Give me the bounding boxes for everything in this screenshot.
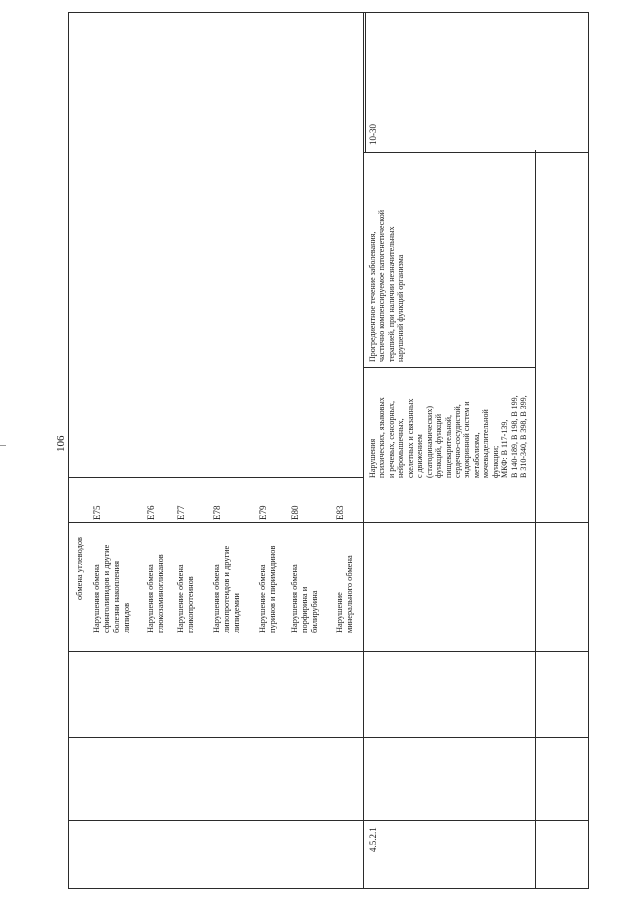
nosology-code-4: E78 xyxy=(212,505,222,520)
nosology-code-3: E77 xyxy=(176,505,186,520)
row-separator-col4 xyxy=(68,522,363,523)
row-separator-right-2 xyxy=(363,737,588,738)
table-border-top xyxy=(68,12,588,13)
row-separator-col1 xyxy=(68,820,363,821)
page-number: 106 xyxy=(55,435,67,452)
row-separator-right-4 xyxy=(363,522,588,523)
column-separator-1 xyxy=(363,12,364,889)
nosology-code-2: E76 xyxy=(146,505,156,520)
column-separator-3 xyxy=(365,12,366,152)
percent-range: 10-30 xyxy=(368,124,378,145)
row-separator-col3 xyxy=(68,651,363,652)
nosology-name-3: Нарушение обмена гликопротеинов xyxy=(176,564,195,633)
nosology-code-5: E79 xyxy=(258,505,268,520)
column-separator-2 xyxy=(535,150,536,888)
nosology-name-1: Нарушения обмена сфинголипидов и другие болезни накопления липидов xyxy=(92,544,131,633)
row-separator-right-1 xyxy=(363,820,588,821)
row-separator-col2 xyxy=(68,737,363,738)
nosology-name-4: Нарушения обмена липопротеидов и другие липидемии xyxy=(212,545,241,633)
row-number: 4.5.2.1 xyxy=(368,827,378,852)
violations-description: Нарушения психических, языковых и речевых, сенсорных, нейромышечных, скелетных и связанных с движением (статодинамических) функций, функций пищеварительной, сердечно-сосудистой, эндокринной систем и метаболизма, мочевыделительной функции; МКФ: В 117-139, В 140-189, В 198, В 199, В 310-340, В 398, В 399, xyxy=(368,395,528,478)
table-border-right xyxy=(588,12,589,889)
nosology-code-1: E75 xyxy=(92,505,102,520)
row-separator-right-3 xyxy=(363,651,588,652)
row-separator-right-6 xyxy=(363,152,588,153)
nosology-name-7: Нарушение минерального обмена xyxy=(335,555,354,633)
nosology-code-7: E83 xyxy=(335,505,345,520)
clinical-characteristic: Прогредиентное течение заболевания, частично компенсируемое патогенетической терапией, при наличии незначительных нарушений функций организма xyxy=(368,209,406,362)
nosology-name-0: обмена углеводов xyxy=(75,536,84,600)
nosology-name-5: Нарушение обмена пуринов и пиримидинов xyxy=(258,545,277,633)
fold-mark xyxy=(0,445,6,446)
nosology-code-6: E80 xyxy=(290,505,300,520)
row-separator-right-5 xyxy=(363,367,535,368)
nosology-name-2: Нарушения обмена глюкозаминогликанов xyxy=(146,554,165,633)
row-separator-col5 xyxy=(68,477,363,478)
table-border-left xyxy=(68,12,69,889)
table-border-bottom xyxy=(68,888,588,889)
nosology-name-6: Нарушения обмена порфирина и билирубина xyxy=(290,564,319,633)
